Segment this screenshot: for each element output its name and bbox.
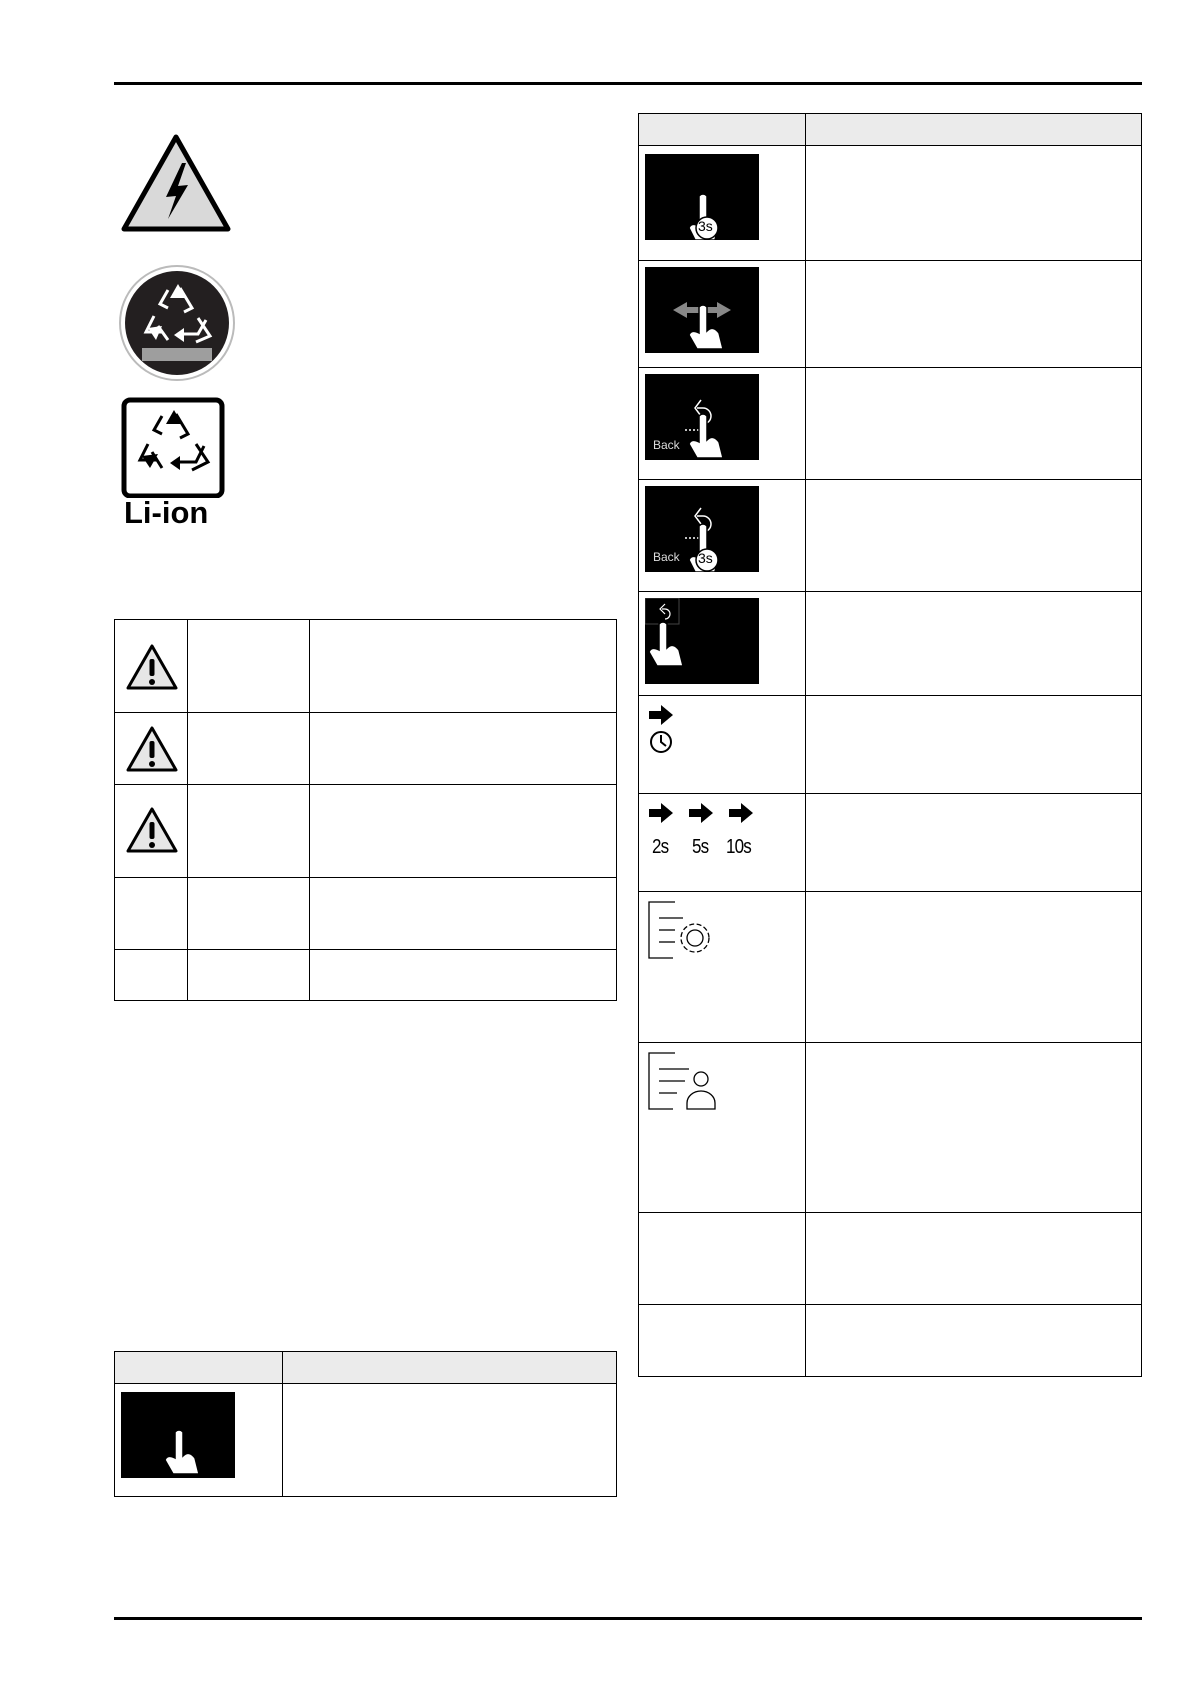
table-row bbox=[115, 713, 617, 785]
table-row bbox=[639, 146, 1142, 261]
table-row bbox=[639, 696, 1142, 794]
table-row bbox=[639, 480, 1142, 592]
liion-label: Li-ion bbox=[124, 495, 209, 530]
recycle-circle-icon bbox=[118, 264, 236, 387]
column-header bbox=[639, 114, 806, 146]
recycle-liion-icon bbox=[120, 396, 226, 530]
warning-icon bbox=[125, 805, 179, 855]
column-header bbox=[115, 1352, 283, 1384]
footer-rule bbox=[114, 1617, 1142, 1620]
tap-gesture-icon bbox=[121, 1392, 235, 1478]
swipe-gesture-icon bbox=[645, 267, 759, 353]
table-row bbox=[115, 950, 617, 1001]
timer-label: 2s bbox=[652, 836, 669, 858]
back-corner-gesture-icon bbox=[645, 598, 759, 684]
lightning-warning-icon bbox=[120, 133, 232, 238]
back-label: Back bbox=[653, 438, 680, 452]
table-row bbox=[639, 368, 1142, 480]
table-row bbox=[639, 1213, 1142, 1305]
table-row bbox=[115, 785, 617, 878]
press-3s-gesture-icon bbox=[645, 154, 759, 240]
table-row bbox=[639, 892, 1142, 1043]
timer-label: 5s bbox=[692, 836, 709, 858]
back-3s-gesture-icon bbox=[645, 486, 759, 572]
user-menu-icon bbox=[647, 1049, 719, 1116]
gesture-table-left bbox=[114, 1351, 617, 1497]
header-rule bbox=[114, 82, 1142, 85]
table-row bbox=[115, 1384, 617, 1497]
column-header bbox=[283, 1352, 617, 1384]
back-gesture-icon bbox=[645, 374, 759, 460]
arrow-timer-icon bbox=[647, 704, 687, 759]
table-row bbox=[639, 1043, 1142, 1213]
arrow-seconds-icon bbox=[647, 802, 767, 858]
press-badge: 3s bbox=[698, 550, 713, 566]
press-badge: 3s bbox=[698, 218, 713, 234]
warning-table bbox=[114, 619, 617, 1001]
gesture-table-right bbox=[638, 113, 1142, 1377]
warning-icon bbox=[125, 724, 179, 774]
table-row bbox=[115, 620, 617, 713]
settings-menu-icon bbox=[647, 898, 719, 965]
table-row bbox=[639, 794, 1142, 892]
table-row bbox=[115, 878, 617, 950]
back-label: Back bbox=[653, 550, 680, 564]
timer-label: 10s bbox=[726, 836, 751, 858]
column-header bbox=[806, 114, 1142, 146]
table-row bbox=[639, 1305, 1142, 1377]
table-row bbox=[639, 261, 1142, 368]
table-row bbox=[639, 592, 1142, 696]
warning-icon bbox=[125, 642, 179, 692]
